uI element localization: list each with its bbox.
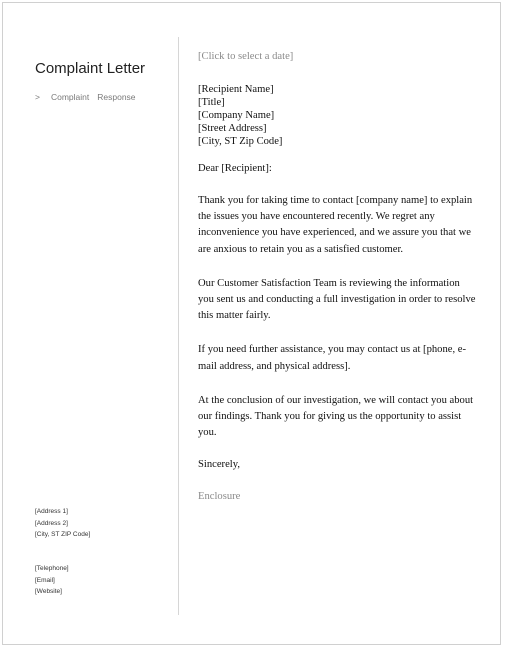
subtitle-word-complaint: Complaint bbox=[50, 92, 90, 102]
document-page bbox=[2, 2, 501, 645]
recipient-city[interactable]: [City, ST Zip Code] bbox=[198, 136, 283, 147]
recipient-company[interactable]: [Company Name] bbox=[198, 110, 275, 121]
address-line-2[interactable]: [Address 2] bbox=[35, 519, 68, 527]
recipient-name[interactable]: [Recipient Name] bbox=[198, 84, 274, 95]
greeting[interactable]: Dear [Recipient]: bbox=[198, 163, 272, 174]
column-divider bbox=[178, 37, 179, 615]
paragraph-review[interactable]: Our Customer Satisfaction Team is reviewing the information you sent us and conducting a full investigation in order to resolve this matter fairly. bbox=[198, 277, 476, 322]
date-picker-field[interactable]: [Click to select a date] bbox=[198, 51, 294, 62]
website-field[interactable]: [Website] bbox=[35, 588, 62, 595]
address-line-1[interactable]: [Address 1] bbox=[35, 508, 68, 515]
recipient-block bbox=[198, 83, 478, 148]
recipient-title[interactable]: [Title] bbox=[198, 97, 225, 108]
subtitle-word-response: Response bbox=[97, 92, 136, 102]
paragraph-conclusion[interactable]: At the conclusion of our investigation, we will contact you about our findings. Thank you for giving us the opportunity to assist you. bbox=[198, 394, 474, 439]
sidebar bbox=[3, 3, 177, 644]
closing[interactable]: Sincerely, bbox=[198, 459, 240, 471]
sender-contact bbox=[35, 563, 69, 598]
letter-body bbox=[198, 50, 478, 503]
address-city-line[interactable]: [City, ST ZIP Code] bbox=[35, 531, 91, 538]
sender-address bbox=[35, 506, 90, 541]
chevron-right-icon: > bbox=[35, 92, 40, 102]
recipient-street[interactable]: [Street Address] bbox=[198, 123, 267, 134]
email-field[interactable]: [Email] bbox=[35, 576, 55, 584]
telephone-field[interactable]: [Telephone] bbox=[35, 565, 69, 572]
paragraph-assistance[interactable]: If you need further assistance, you may contact us at [phone, e-mail address, and physical address]. bbox=[198, 344, 466, 372]
paragraph-thanks[interactable]: Thank you for taking time to contact [company name] to explain the issues you have encountered recently. We regret any inconvenience you have experienced, and we assure you that we are anxious to retain you as a satisfied customer. bbox=[198, 195, 473, 255]
document-subtitle[interactable] bbox=[35, 92, 136, 102]
enclosure-line[interactable]: Enclosure bbox=[198, 491, 241, 503]
document-title[interactable]: Complaint Letter bbox=[35, 60, 146, 77]
